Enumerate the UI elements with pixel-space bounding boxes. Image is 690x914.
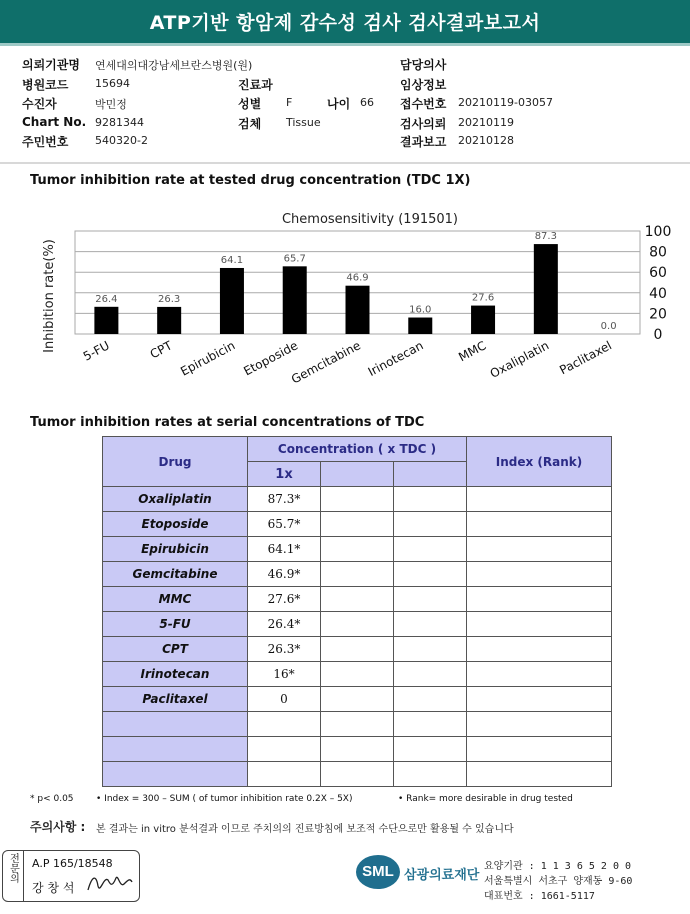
bar-value-label: 0.0 [600, 321, 617, 332]
drug-name-cell: 5-FU [103, 612, 248, 637]
table-row [103, 712, 612, 737]
hospital-code-label: 병원코드 [22, 78, 69, 92]
drug-name-cell: Oxaliplatin [103, 487, 248, 512]
drug-name-cell: Epirubicin [103, 537, 248, 562]
index-rank-cell [467, 562, 612, 587]
footnote-index: • Index = 300 – SUM ( of tumor inhibition rate 0.2X – 5X) [96, 794, 353, 804]
value-empty-cell [394, 662, 467, 687]
test-request-value: 20210119 [458, 116, 514, 129]
bar-value-label: 65.7 [283, 253, 306, 265]
y-tick-label: 20 [649, 306, 667, 323]
footnote-p: * p< 0.05 [30, 794, 74, 804]
value-empty-cell [321, 562, 394, 587]
drug-name-cell [103, 737, 248, 762]
drug-column-header: Drug [103, 437, 248, 487]
value-empty-cell [321, 712, 394, 737]
y-tick-label: 0 [653, 327, 663, 343]
table-row [103, 737, 612, 762]
bar-irinotecan [408, 318, 432, 334]
bar-cpt [157, 307, 181, 334]
test-request-label: 검사의뢰 [400, 117, 447, 131]
x-tick-label: 5-FU [80, 338, 112, 364]
value-empty-cell [394, 587, 467, 612]
value-1x-cell: 26.3* [248, 637, 321, 662]
value-1x-cell: 64.1* [248, 537, 321, 562]
drug-name-cell: Paclitaxel [103, 687, 248, 712]
value-empty-cell [321, 587, 394, 612]
inhibition-table [102, 436, 612, 787]
value-1x-cell: 26.4* [248, 612, 321, 637]
value-empty-cell [321, 537, 394, 562]
table-row [103, 612, 612, 637]
phone-number: 대표번호 : 1661-5117 [484, 891, 595, 902]
handwritten-signature-icon [86, 870, 134, 896]
chart-y-axis-label: Inhibition rate(%) [42, 239, 57, 353]
bar-value-label: 26.4 [95, 293, 118, 305]
table-row [103, 537, 612, 562]
value-1x-cell [248, 762, 321, 787]
chemosensitivity-chart [40, 196, 680, 406]
institution-value: 연세대의대강남세브란스병원(원) [95, 59, 253, 72]
concentration-empty-header [321, 462, 394, 487]
drug-name-cell: CPT [103, 637, 248, 662]
section2-title: Tumor inhibition rates at serial concentrations of TDC [30, 415, 425, 430]
specialist-label-text: 전문의 [7, 853, 19, 883]
chart-bars [94, 231, 616, 334]
bar-etoposide [283, 266, 307, 334]
specimen-value: Tissue [286, 116, 321, 129]
hospital-code-value: 15694 [95, 77, 130, 90]
clinical-info-label: 임상정보 [400, 78, 447, 92]
concentration-empty-header [394, 462, 467, 487]
result-report-label: 결과보고 [400, 135, 447, 149]
x-tick-label: MMC [456, 338, 489, 365]
x-tick-label: Etoposide [241, 338, 301, 379]
value-empty-cell [321, 662, 394, 687]
x-tick-label: CPT [147, 338, 175, 362]
table-row [103, 512, 612, 537]
x-tick-label: Oxaliplatin [487, 338, 552, 381]
value-empty-cell [394, 512, 467, 537]
value-empty-cell [321, 687, 394, 712]
value-empty-cell [394, 737, 467, 762]
table-row [103, 687, 612, 712]
index-rank-cell [467, 487, 612, 512]
concentration-header: Concentration ( x TDC ) [248, 437, 467, 462]
specimen-label: 검체 [238, 117, 262, 131]
institution-code: 요양기관 : 1 1 3 6 5 2 0 0 [484, 861, 632, 872]
bar-5-fu [94, 307, 118, 334]
value-empty-cell [394, 562, 467, 587]
value-empty-cell [321, 737, 394, 762]
index-rank-cell [467, 687, 612, 712]
footnote-rank: • Rank= more desirable in drug tested [398, 794, 573, 804]
index-rank-header: Index (Rank) [467, 437, 612, 487]
y-tick-label: 100 [644, 224, 672, 240]
x-tick-label: Paclitaxel [557, 338, 615, 378]
value-empty-cell [321, 612, 394, 637]
drug-name-cell [103, 712, 248, 737]
table-row [103, 637, 612, 662]
value-empty-cell [321, 637, 394, 662]
bar-value-label: 64.1 [220, 254, 244, 266]
table-body [103, 487, 612, 787]
table-row [103, 562, 612, 587]
index-rank-cell [467, 512, 612, 537]
organization-name: 삼광의료재단 [404, 868, 480, 883]
specialist-label [2, 850, 24, 902]
bar-epirubicin [220, 268, 244, 334]
value-1x-cell: 46.9* [248, 562, 321, 587]
y-tick-label: 60 [649, 265, 667, 282]
index-rank-cell [467, 537, 612, 562]
collector-value: 박민정 [95, 98, 127, 111]
physician-label: 담당의사 [400, 58, 447, 72]
drug-name-cell: Gemcitabine [103, 562, 248, 587]
section1-title: Tumor inhibition rate at tested drug concentration (TDC 1X) [30, 173, 471, 188]
value-empty-cell [321, 512, 394, 537]
notice-label: 주의사항 : [30, 820, 86, 834]
bar-gemcitabine [346, 286, 370, 334]
index-rank-cell [467, 762, 612, 787]
x-tick-label: Irinotecan [365, 338, 426, 380]
x-tick-label: Epirubicin [178, 338, 238, 379]
institution-label: 의뢰기관명 [22, 58, 80, 72]
report-title: ATP기반 항암제 감수성 검사 검사결과보고서 [149, 12, 541, 34]
sex-label: 성별 [238, 97, 262, 111]
table-row [103, 762, 612, 787]
sml-logo-icon: SML [356, 855, 400, 889]
notice-text: 본 결과는 in vitro 분석결과 이므로 주치의의 진료방침에 보조적 수단으로만 활용될 수 있습니다 [96, 824, 514, 835]
index-rank-cell [467, 737, 612, 762]
signer-name: 강 창 석 [32, 881, 75, 895]
receipt-no-label: 접수번호 [400, 97, 447, 111]
chart-no-value: 9281344 [95, 116, 144, 129]
bar-mmc [471, 306, 495, 334]
value-1x-cell [248, 737, 321, 762]
index-rank-cell [467, 612, 612, 637]
drug-name-cell: MMC [103, 587, 248, 612]
y-tick-label: 40 [649, 285, 667, 302]
bar-oxaliplatin [534, 244, 558, 334]
collector-label: 수진자 [22, 97, 57, 111]
bar-value-label: 16.0 [409, 304, 432, 316]
value-empty-cell [321, 762, 394, 787]
drug-name-cell [103, 762, 248, 787]
value-empty-cell [394, 487, 467, 512]
value-empty-cell [394, 612, 467, 637]
chart-svg [40, 196, 680, 406]
license-number: A.P 165/18548 [32, 857, 113, 870]
age-value: 66 [360, 96, 374, 109]
index-rank-cell [467, 662, 612, 687]
y-tick-label: 80 [649, 244, 667, 261]
value-1x-cell [248, 712, 321, 737]
x-tick-label: Gemcitabine [288, 338, 363, 387]
drug-name-cell: Etoposide [103, 512, 248, 537]
value-empty-cell [394, 712, 467, 737]
value-empty-cell [394, 762, 467, 787]
value-1x-cell: 27.6* [248, 587, 321, 612]
chart-no-label: Chart No. [22, 115, 87, 129]
receipt-no-value: 20210119-03057 [458, 96, 553, 109]
sex-value: F [286, 96, 293, 109]
bar-value-label: 46.9 [346, 272, 369, 284]
result-report-value: 20210128 [458, 134, 514, 147]
index-rank-cell [467, 587, 612, 612]
drug-name-cell: Irinotecan [103, 662, 248, 687]
value-1x-cell: 65.7* [248, 512, 321, 537]
index-rank-cell [467, 712, 612, 737]
resident-no-value: 540320-2 [95, 134, 148, 147]
bar-value-label: 26.3 [158, 293, 181, 305]
age-label: 나이 [327, 97, 351, 111]
value-1x-cell: 16* [248, 662, 321, 687]
address: 서울특별시 서초구 양재동 9-60 [484, 876, 633, 887]
resident-no-label: 주민번호 [22, 135, 69, 149]
value-empty-cell [394, 637, 467, 662]
value-1x-cell: 87.3* [248, 487, 321, 512]
bar-value-label: 27.6 [471, 292, 495, 304]
department-label: 진료과 [238, 78, 273, 92]
table-row [103, 487, 612, 512]
chart-title: Chemosensitivity (191501) [281, 212, 459, 227]
value-empty-cell [394, 537, 467, 562]
concentration-1x-header: 1x [248, 462, 321, 487]
value-empty-cell [394, 687, 467, 712]
value-1x-cell: 0 [248, 687, 321, 712]
value-empty-cell [321, 487, 394, 512]
table-row [103, 587, 612, 612]
bar-value-label: 87.3 [534, 231, 557, 243]
index-rank-cell [467, 637, 612, 662]
chart-ticks [81, 224, 672, 386]
table-row [103, 662, 612, 687]
